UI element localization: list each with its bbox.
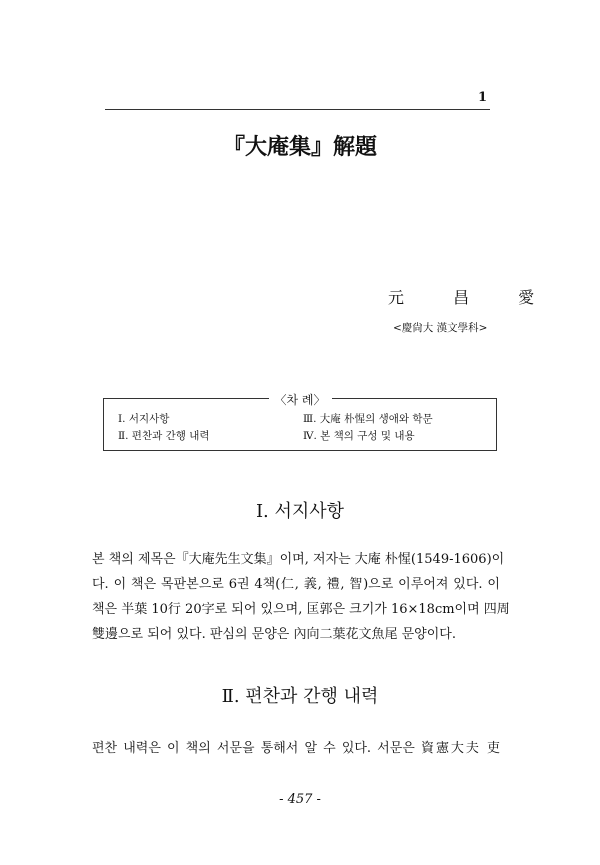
author-name: 元 昌 愛: [388, 288, 557, 307]
section-2-line-1: 편찬 내력은 이 책의 서문을 통해서 알 수 있다. 서문은 資憲大夫 吏: [92, 741, 500, 756]
section-heading-1: Ⅰ. 서지사항: [255, 501, 345, 522]
toc-item-2: Ⅱ. 편찬과 간행 내력: [118, 430, 210, 442]
header-rule: [105, 109, 490, 110]
section-1-line-3: 책은 半葉 10行 20字로 되어 있으며, 匡郭은 크기가 16×18cm이며 四周: [92, 602, 510, 617]
author-affiliation: <慶尙大 漢文學科>: [393, 322, 488, 334]
toc-item-1: Ⅰ. 서지사항: [118, 413, 170, 425]
header-page-number: 1: [478, 90, 488, 105]
document-title: 『大庵集』解題: [222, 134, 377, 160]
toc-title-wrap: [104, 389, 496, 408]
table-of-contents: [103, 393, 497, 451]
section-1-line-1: 본 책의 제목은『大庵先生文集』이며, 저자는 大庵 朴惺(1549-1606)이: [92, 552, 505, 567]
toc-item-4: Ⅳ. 본 책의 구성 및 내용: [303, 430, 415, 442]
section-1-line-4: 雙邊으로 되어 있다. 판심의 문양은 內向二葉花文魚尾 문양이다.: [92, 627, 456, 642]
toc-item-3: Ⅲ. 大庵 朴惺의 생애와 학문: [303, 413, 433, 425]
section-1-line-2: 다. 이 책은 목판본으로 6권 4책(仁, 義, 禮, 智)으로 이루어져 있다. 이: [92, 577, 500, 592]
toc-title: 〈차 례〉: [269, 393, 332, 407]
footer-page-number: - 457 -: [279, 792, 321, 807]
section-heading-2: Ⅱ. 편찬과 간행 내력: [221, 686, 379, 707]
